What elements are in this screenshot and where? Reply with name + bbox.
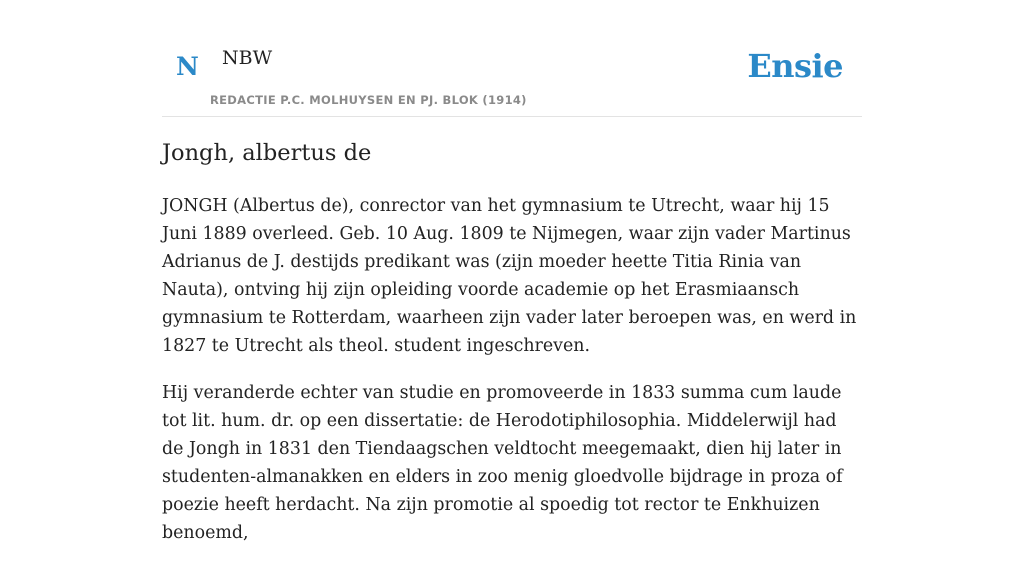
source-subtitle: REDACTIE P.C. MOLHUYSEN EN PJ. BLOK (1914) xyxy=(210,93,527,107)
article-title: Jongh, albertus de xyxy=(162,140,372,166)
source-logo-icon[interactable]: N xyxy=(176,52,199,81)
source-name[interactable]: NBW xyxy=(222,47,273,69)
site-header xyxy=(162,0,862,117)
article-paragraph: Hij veranderde echter van studie en promoveerde in 1833 summa cum laude tot lit. hum. dr. op een dissertatie: de Herodotiphilosophia. Middelerwijl had de Jongh in 1831 den Tiendaagschen veldtocht meegemaakt, dien hij later in studenten-almanakken en elders in zoo menig gloedvolle bijdrage in proza of poezie heeft herdacht. Na zijn promotie al spoedig tot rector te Enkhuizen benoemd, xyxy=(162,383,843,543)
article-paragraph: JONGH (Albertus de), conrector van het gymnasium te Utrecht, waar hij 15 Juni 1889 overleed. Geb. 10 Aug. 1809 te Nijmegen, waar zijn vader Martinus Adrianus de J. destijds predikant was (zijn moeder heette Titia Rinia van Nauta), ontving hij zijn opleiding voorde academie op het Erasmiaansch gymnasium te Rotterdam, waarheen zijn vader later beroepen was, en werd in 1827 te Utrecht als theol. student ingeschreven. xyxy=(162,196,857,356)
article-body xyxy=(162,192,862,566)
brand-logo[interactable]: Ensie xyxy=(747,47,843,85)
